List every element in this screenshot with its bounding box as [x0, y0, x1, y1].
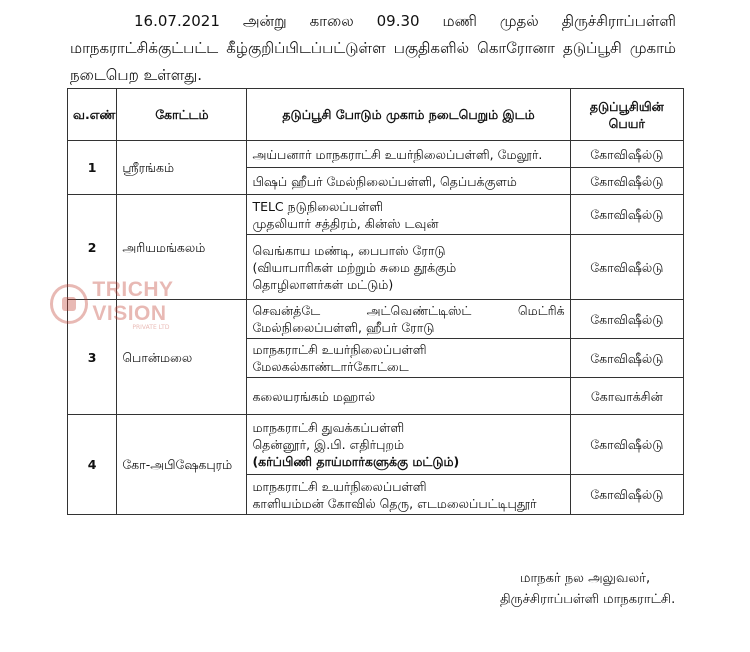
location-line: மேல்நிலைப்பள்ளி, ஹீபர் ரோடு [252, 320, 435, 335]
location-cell [247, 339, 570, 378]
table-row [68, 415, 684, 475]
signature-block [500, 568, 675, 610]
location-cell [247, 415, 570, 475]
watermark-subtitle: PRIVATE LTD [132, 323, 170, 331]
location-cell [247, 141, 570, 168]
location-line: காளியம்மன் கோவில் தெரு, எடமலைப்பட்டிபுதூர் [252, 495, 537, 511]
signature-line-2: திருச்சிராப்பள்ளி மாநகராட்சி. [500, 592, 676, 607]
vaccination-camp-table [67, 88, 684, 515]
intro-line-1: 16.07.2021 அன்று காலை 09.30 மணி முதல் திருச்சிராப்பள்ளி [134, 12, 676, 30]
vaccine-cell: கோவிஷீல்டு [570, 168, 683, 195]
signature-line-1: மாநகர் நல அலுவலர், [520, 571, 651, 586]
vaccine-cell: கோவிஷீல்டு [570, 141, 683, 168]
location-line: முதலியார் சத்திரம், கின்ஸ் டவுன் [252, 215, 439, 231]
location-line: மேலகல்காண்டார்கோட்டை [252, 359, 409, 374]
location-line: தொழிலாளர்கள் மட்டும்) [252, 276, 394, 292]
location-line: தென்னூர், இ.பி. எதிர்புறம் [252, 437, 405, 452]
serial-cell: 4 [68, 415, 117, 515]
vaccine-cell: கோவிஷீல்டு [570, 300, 683, 339]
vaccine-cell: கோவாக்சின் [570, 378, 683, 415]
location-cell [247, 475, 570, 515]
location-cell [247, 378, 570, 415]
header-location: தடுப்பூசி போடும் முகாம் நடைபெறும் இடம் [247, 89, 570, 141]
zone-cell: பொன்மலை [117, 300, 247, 415]
zone-cell: ஸ்ரீரங்கம் [117, 141, 247, 195]
zone-cell: கோ-அபிஷேகபுரம் [117, 415, 247, 515]
vaccine-cell: கோவிஷீல்டு [570, 415, 683, 475]
vaccine-cell: கோவிஷீல்டு [570, 339, 683, 378]
zone-cell: அரியமங்கலம் [117, 195, 247, 300]
location-line: (வியாபாரிகள் மற்றும் சுமை தூக்கும் [252, 259, 457, 275]
location-cell [247, 195, 570, 235]
header-vaccine: தடுப்பூசியின் பெயர் [570, 89, 683, 141]
location-line: (கர்ப்பிணி தாய்மார்களுக்கு மட்டும்) [252, 454, 460, 469]
location-line: வெங்காய மண்டி, பைபாஸ் ரோடு [252, 242, 446, 258]
table-header-row [68, 89, 684, 141]
serial-cell: 3 [68, 300, 117, 415]
table-row [68, 195, 684, 235]
vaccine-cell: கோவிஷீல்டு [570, 235, 683, 300]
location-line: மாநகராட்சி உயர்நிலைப்பள்ளி [252, 478, 427, 494]
vaccine-cell: கோவிஷீல்டு [570, 475, 683, 515]
intro-paragraph [70, 8, 676, 89]
location-line: மாநகராட்சி உயர்நிலைப்பள்ளி [252, 342, 427, 357]
location-line: TELC நடுநிலைப்பள்ளி [252, 198, 384, 214]
location-line: அய்பனார் மாநகராட்சி உயர்நிலைப்பள்ளி, மேலூர். [252, 146, 543, 162]
location-cell [247, 235, 570, 300]
vaccine-cell: கோவிஷீல்டு [570, 195, 683, 235]
table-row [68, 141, 684, 168]
intro-line-2: மாநகராட்சிக்குட்பட்ட கீழ்குறிப்பிடப்பட்டுள்ள பகுதிகளில் கொரோனா தடுப்பூசி முகாம் [70, 39, 676, 57]
location-line: செவன்த்டே அட்வெண்ட்டிஸ்ட் மெட்ரிக் [252, 303, 565, 318]
location-line: மாநகராட்சி துவக்கப்பள்ளி [252, 420, 405, 435]
location-line: கலையரங்கம் மஹால் [252, 388, 376, 404]
header-serial: வ.எண் [68, 89, 117, 141]
location-cell [247, 300, 570, 339]
serial-cell: 1 [68, 141, 117, 195]
table-row [68, 300, 684, 339]
serial-cell: 2 [68, 195, 117, 300]
watermark-title: TRICHY VISION [92, 277, 174, 325]
location-line: பிஷப் ஹீபர் மேல்நிலைப்பள்ளி, தெப்பக்குளம் [252, 173, 517, 189]
header-zone: கோட்டம் [117, 89, 247, 141]
intro-line-3: நடைபெற உள்ளது. [70, 66, 203, 84]
location-cell [247, 168, 570, 195]
